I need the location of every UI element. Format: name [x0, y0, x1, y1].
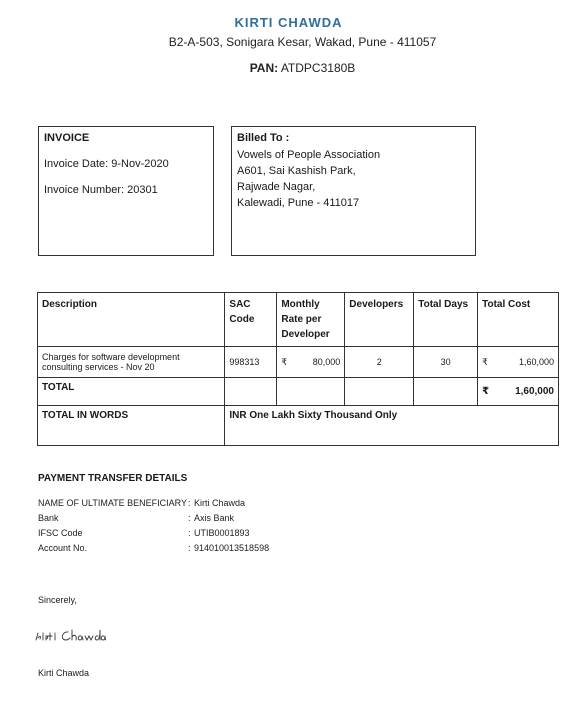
payment-row — [38, 498, 245, 508]
total-label: TOTAL — [38, 378, 225, 406]
invoice-info-box — [38, 126, 214, 256]
table-header-row — [38, 293, 559, 347]
total-value: 1,60,000 — [515, 386, 554, 397]
signatory-name: Kirti Chawda — [38, 668, 90, 678]
header-monthly-rate: Monthly Rate per Developer — [277, 293, 345, 347]
payment-value: Axis Bank — [194, 513, 235, 523]
billed-to-line: Vowels of People Association — [237, 149, 381, 161]
issuer-pan — [0, 61, 577, 75]
payment-label: Account No. — [38, 543, 88, 553]
row-developers: 2 — [345, 347, 414, 378]
empty-cell — [277, 378, 345, 406]
total-words-label: TOTAL IN WORDS — [38, 406, 225, 446]
payment-sep: : — [188, 528, 191, 538]
header-sac-code: SAC Code — [225, 293, 277, 347]
header-total-days: Total Days — [414, 293, 478, 347]
payment-row — [38, 513, 234, 523]
row-sac: 998313 — [225, 347, 277, 378]
invoice-title: INVOICE — [44, 132, 90, 144]
billed-to-line: Rajwade Nagar, — [237, 181, 316, 193]
row-description: Charges for software development consulting services - Nov 20 — [38, 347, 225, 378]
invoice-date: Invoice Date: 9-Nov-2020 — [44, 158, 169, 170]
payment-value: 914010013518598 — [194, 543, 270, 553]
row-rate — [277, 347, 345, 378]
invoice-items-table — [37, 292, 559, 446]
rupee-icon: ₹ — [482, 356, 488, 367]
total-cost — [478, 378, 559, 406]
sincerely-text: Sincerely, — [38, 595, 77, 605]
row-cost-value: 1,60,000 — [518, 356, 554, 367]
payment-label: Bank — [38, 513, 59, 523]
billed-to-line: Kalewadi, Pune - 411017 — [237, 197, 360, 209]
issuer-address: B2-A-503, Sonigara Kesar, Wakad, Pune - 411057 — [168, 35, 437, 49]
invoice-number: Invoice Number: 20301 — [44, 184, 158, 196]
payment-sep: : — [188, 498, 191, 508]
billed-to-line: A601, Sai Kashish Park, — [237, 165, 356, 177]
total-row — [38, 378, 559, 406]
row-days: 30 — [414, 347, 478, 378]
row-rate-value: 80,000 — [312, 356, 341, 367]
header-description: Description — [38, 293, 225, 347]
payment-label: NAME OF ULTIMATE BENEFICIARY — [38, 498, 188, 508]
pan-label: PAN: — [249, 61, 279, 75]
issuer-name: KIRTI CHAWDA — [234, 15, 343, 30]
payment-value: UTIB0001893 — [194, 528, 250, 538]
payment-row — [38, 543, 269, 553]
empty-cell — [225, 378, 277, 406]
empty-cell — [345, 378, 414, 406]
signature-image — [34, 627, 106, 645]
rupee-icon: ₹ — [281, 356, 288, 367]
billed-to-box — [231, 126, 476, 256]
empty-cell — [414, 378, 478, 406]
payment-value: Kirti Chawda — [194, 498, 246, 508]
payment-sep: : — [188, 513, 191, 523]
total-words-row — [38, 406, 559, 446]
rupee-icon: ₹ — [482, 386, 490, 397]
table-row — [38, 347, 559, 378]
header-developers: Developers — [345, 293, 414, 347]
pan-value: ATDPC3180B — [280, 61, 356, 75]
payment-label: IFSC Code — [38, 528, 83, 538]
payment-sep: : — [188, 543, 191, 553]
billed-to-title: Billed To : — [237, 132, 290, 144]
total-words-value: INR One Lakh Sixty Thousand Only — [225, 406, 559, 446]
payment-row — [38, 528, 250, 538]
header-total-cost: Total Cost — [478, 293, 559, 347]
row-cost — [478, 347, 559, 378]
payment-title: PAYMENT TRANSFER DETAILS — [38, 473, 188, 484]
